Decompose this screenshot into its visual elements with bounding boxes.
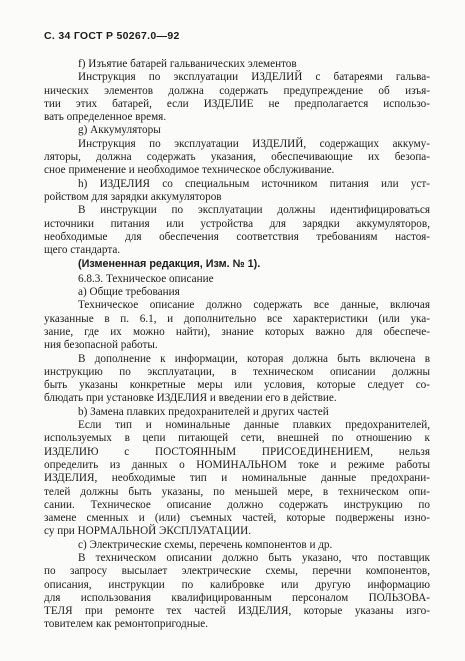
text-line: су при НОРМАЛЬНОЙ ЭКСПЛУАТАЦИИ. (44, 525, 251, 538)
text-line: телей должны быть указаны, по меньшей мере, в техническом опи- (44, 485, 430, 498)
text-line: (Измененная редакция, Изм. № 1). (78, 258, 261, 271)
text-line: используемых в цепи питающей сети, внешней по отношению к (44, 432, 430, 445)
text-line: а) Общие требования (78, 286, 180, 299)
text-line: щего стандарта. (44, 244, 121, 257)
document-body (44, 58, 430, 632)
text-line: по запросу высылает электрические схемы, перечни компонентов, (44, 565, 430, 578)
text-line: b) Замена плавких предохранителей и других частей (78, 405, 329, 418)
text-line: В инструкции по эксплуатации должны идентифицироваться (78, 204, 430, 217)
page-header: С. 34 ГОСТ Р 50267.0—92 (44, 30, 180, 42)
text-line: Если тип и номинальные данные плавких предохранителей, (78, 419, 430, 432)
text-line: инструкцию по эксплуатации, в техническом описании должны (44, 365, 430, 378)
text-line: ТЕЛЯ при ремонте тех частей ИЗДЕЛИЯ, которые указаны изго- (44, 605, 430, 618)
text-line: Инструкция по эксплуатации ИЗДЕЛИЙ, содержащих аккуму- (78, 137, 430, 150)
text-line: Техническое описание должно содержать все данные, включая (78, 299, 430, 312)
text-line: В дополнение к информации, которая должна быть включена в (78, 352, 430, 365)
text-line: 6.8.3. Техническое описание (78, 272, 214, 285)
text-line: зание, где их можно найти), знание которых важно для обеспече- (44, 325, 430, 338)
text-line: В техническом описании должно быть указано, что поставщик (78, 551, 430, 564)
text-line: ройством для зарядки аккумуляторов (44, 190, 222, 203)
text-line: товителем как ремонтопригодные. (44, 618, 209, 631)
text-line: вать определенное время. (44, 111, 167, 124)
text-line: необходимые для обеспечения соответствия требованиям настоя- (44, 230, 430, 243)
text-line: сное применение и необходимое техническое обслуживание. (44, 164, 335, 177)
text-line: определить из данных о НОМИНАЛЬНОМ токе и режиме работы (44, 458, 430, 471)
text-line: f) Изъятие батарей гальванических элементов (78, 58, 297, 70)
text-line: ния безопасной работы. (44, 339, 158, 352)
text-line: быть указаны конкретные меры или условия, которые следует со- (44, 379, 430, 392)
text-line: g) Аккумуляторы (78, 124, 161, 137)
text-line: ИЗДЕЛИЯ, необходимые тип и номинальные данные предохрани- (44, 472, 430, 485)
text-line: для использования квалифицированным персоналом ПОЛЬЗОВА- (44, 591, 430, 604)
text-line: ляторы, должна содержать указания, обеспечивающие их безопа- (44, 151, 430, 164)
text-line: Инструкция по эксплуатации ИЗДЕЛИЙ с батареями гальва- (78, 71, 430, 84)
text-line: нических элементов должна содержать предупреждение об изъя- (44, 84, 430, 97)
text-line: h) ИЗДЕЛИЯ со специальным источником питания или уст- (78, 177, 430, 190)
text-line: замене сменных и (или) съемных частей, которые подвержены изно- (44, 512, 430, 525)
text-line: тии этих батарей, если ИЗДЕЛИЕ не предполагается использо- (44, 97, 430, 110)
text-line: указанные в п. 6.1, и дополнительно все характеристики (или ука- (44, 312, 430, 325)
text-line: источники питания или устройства для зарядки аккумуляторов, (44, 217, 430, 230)
text-line: описания, инструкции по калибровке или другую информацию (44, 578, 430, 591)
text-line: блюдать при установке ИЗДЕЛИЯ и введении его в действие. (44, 392, 337, 405)
text-line: с) Электрические схемы, перечень компонентов и др. (78, 538, 333, 551)
text-line: ИЗДЕЛИЮ с ПОСТОЯННЫМ ПРИСОЕДИНЕНИЕМ, нельзя (44, 445, 430, 458)
text-line: сании. Техническое описание должно содержать инструкцию по (44, 498, 430, 511)
